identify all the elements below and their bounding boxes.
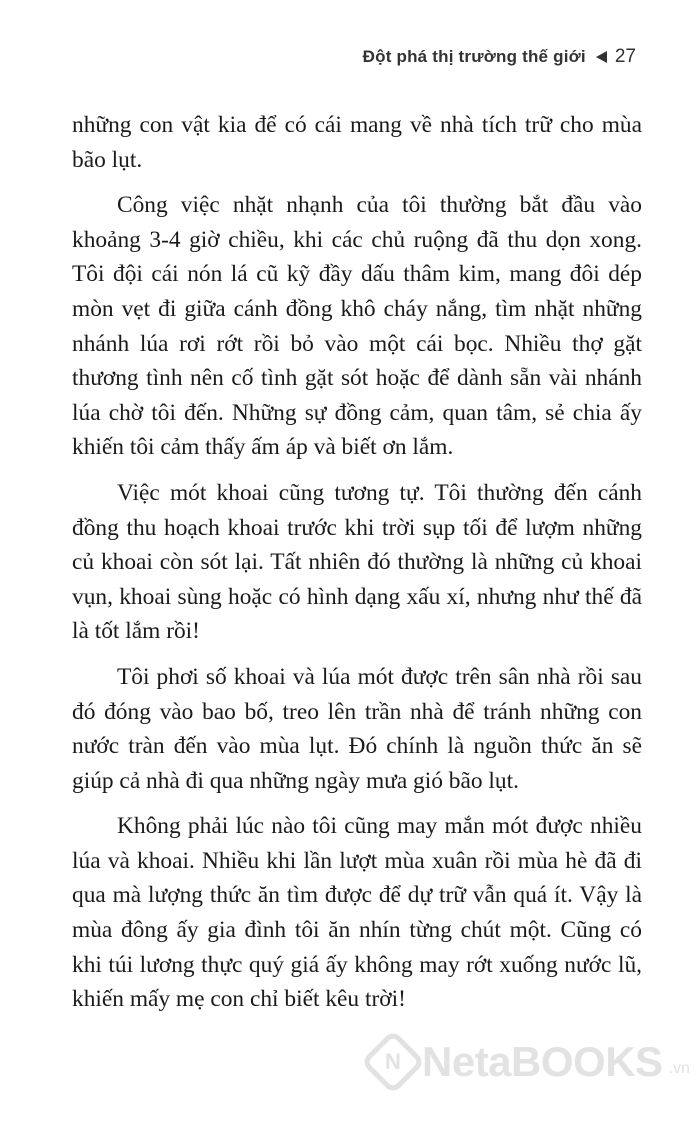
running-header [363,46,636,68]
running-header-title: Đột phá thị trường thế giới [362,47,586,66]
paragraph: Tôi phơi số khoai và lúa mót được trên sân nhà rồi sau đó đóng vào bao bố, treo lên trần nhà để tránh những con nước tràn đến vào mùa lụt. Đó chính là nguồn thức ăn sẽ giúp cả nhà đi qua những ngày mưa gió bão lụt. [72,663,642,794]
left-triangle-icon [596,51,607,63]
netabooks-logo-icon: N [360,1029,425,1094]
paragraph: Việc mót khoai cũng tương tự. Tôi thường đến cánh đồng thu hoạch khoai trước khi trời sụp tối để lượm những củ khoai còn sót lại. Tất nhiên đó thường là những củ khoai vụn, khoai sùng hoặc có hình dạng xấu xí, nhưng như thế đã là tốt lắm rồi! [72,479,642,645]
paragraph-continuation: những con vật kia để có cái mang về nhà tích trữ cho mùa bão lụt. [72,112,642,173]
watermark-text: NetaBOOKS [422,1038,663,1085]
body-text [72,108,642,1028]
paragraph: Công việc nhặt nhạnh của tôi thường bắt đầu vào khoảng 3-4 giờ chiều, khi các chủ ruộng đã thu dọn xong. Tôi đội cái nón lá cũ kỹ đầy dấu thâm kim, mang đôi dép mòn vẹt đi giữa cánh đồng khô cháy nắng, tìm nhặt những nhánh lúa rơi rớt rồi bỏ vào một cái bọc. Nhiều thợ gặt thương tình nên cố tình gặt sót hoặc để dành sẵn vài nhánh lúa chờ tôi đến. Những sự đồng cảm, quan tâm, sẻ chia ấy khiến tôi cảm thấy ấm áp và biết ơn lắm. [72,192,642,461]
watermark-suffix: .vn [668,1060,690,1077]
paragraph: Không phải lúc nào tôi cũng may mắn mót được nhiều lúa và khoai. Nhiều khi lần lượt mùa xuân rồi mùa hè đã đi qua mà lượng thức ăn tìm được để dự trữ vẫn quá ít. Vậy là mùa đông ấy gia đình tôi ăn nhín từng chút một. Cũng có khi túi lương thực quý giá ấy không may rớt xuống nước lũ, khiến mấy mẹ con chỉ biết kêu trời! [72,813,642,1013]
page-number: 27 [614,46,636,67]
watermark [370,1038,690,1086]
